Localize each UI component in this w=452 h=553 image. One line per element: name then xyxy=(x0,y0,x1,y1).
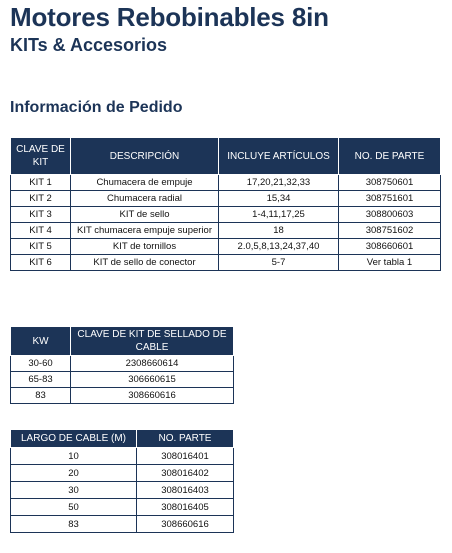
section-heading: Información de Pedido xyxy=(10,99,183,116)
order-info-table xyxy=(10,137,441,271)
page-subtitle: KITs & Accesorios xyxy=(10,35,168,55)
column-header-cable-length: LARGO DE CABLE (M) xyxy=(11,430,137,448)
column-header-kit-key: CLAVE DE KIT xyxy=(11,138,71,175)
cell-kw: 30-60 xyxy=(11,356,71,372)
cell-seal-kit-key: 306660615 xyxy=(71,372,234,388)
cell-includes: 18 xyxy=(219,223,339,239)
table-row xyxy=(11,499,234,516)
cell-part-number: 308751601 xyxy=(339,191,441,207)
table-header-row xyxy=(11,138,441,175)
cell-part-number: Ver tabla 1 xyxy=(339,255,441,271)
page-title: Motores Rebobinables 8in xyxy=(10,2,329,32)
table-row xyxy=(11,223,441,239)
cell-kit: KIT 2 xyxy=(11,191,71,207)
column-header-includes: INCLUYE ARTÍCULOS xyxy=(219,138,339,175)
table-header-row xyxy=(11,430,234,448)
cell-part-number: 308660616 xyxy=(137,516,234,533)
table-row xyxy=(11,239,441,255)
cable-seal-kit-table xyxy=(10,326,234,404)
cell-includes: 17,20,21,32,33 xyxy=(219,175,339,191)
cell-includes: 15,34 xyxy=(219,191,339,207)
cell-cable-length: 30 xyxy=(11,482,137,499)
table-row xyxy=(11,356,234,372)
cell-cable-length: 10 xyxy=(11,448,137,465)
cell-includes: 5-7 xyxy=(219,255,339,271)
table-header-row xyxy=(11,327,234,356)
cell-part-number: 308016401 xyxy=(137,448,234,465)
cell-description: KIT chumacera empuje superior xyxy=(71,223,219,239)
cell-cable-length: 20 xyxy=(11,465,137,482)
table-row xyxy=(11,388,234,404)
cell-part-number: 308750601 xyxy=(339,175,441,191)
cell-kw: 83 xyxy=(11,388,71,404)
cell-seal-kit-key: 308660616 xyxy=(71,388,234,404)
cell-part-number: 308751602 xyxy=(339,223,441,239)
cell-part-number: 308800603 xyxy=(339,207,441,223)
cell-part-number: 308016403 xyxy=(137,482,234,499)
cell-cable-length: 50 xyxy=(11,499,137,516)
cell-includes: 2.0,5,8,13,24,37,40 xyxy=(219,239,339,255)
table-row xyxy=(11,482,234,499)
cell-kit: KIT 6 xyxy=(11,255,71,271)
cell-kit: KIT 4 xyxy=(11,223,71,239)
cell-kw: 65-83 xyxy=(11,372,71,388)
table-row xyxy=(11,207,441,223)
table-row xyxy=(11,191,441,207)
column-header-part-number: NO. DE PARTE xyxy=(339,138,441,175)
cable-length-table xyxy=(10,429,234,533)
cell-part-number: 308660601 xyxy=(339,239,441,255)
cell-description: KIT de sello de conector xyxy=(71,255,219,271)
column-header-part-number: NO. PARTE xyxy=(137,430,234,448)
column-header-description: DESCRIPCIÓN xyxy=(71,138,219,175)
table-row xyxy=(11,175,441,191)
cell-description: KIT de sello xyxy=(71,207,219,223)
cell-includes: 1-4,11,17,25 xyxy=(219,207,339,223)
cell-cable-length: 83 xyxy=(11,516,137,533)
cell-part-number: 308016405 xyxy=(137,499,234,516)
cell-description: KIT de tornillos xyxy=(71,239,219,255)
column-header-seal-kit-key: CLAVE DE KIT DE SELLADO DE CABLE xyxy=(71,327,234,356)
cell-kit: KIT 1 xyxy=(11,175,71,191)
table-row xyxy=(11,448,234,465)
cell-description: Chumacera radial xyxy=(71,191,219,207)
column-header-kw: KW xyxy=(11,327,71,356)
cell-description: Chumacera de empuje xyxy=(71,175,219,191)
table-row xyxy=(11,372,234,388)
cell-part-number: 308016402 xyxy=(137,465,234,482)
cell-kit: KIT 5 xyxy=(11,239,71,255)
table-row xyxy=(11,516,234,533)
table-row xyxy=(11,465,234,482)
cell-kit: KIT 3 xyxy=(11,207,71,223)
table-row xyxy=(11,255,441,271)
cell-seal-kit-key: 2308660614 xyxy=(71,356,234,372)
